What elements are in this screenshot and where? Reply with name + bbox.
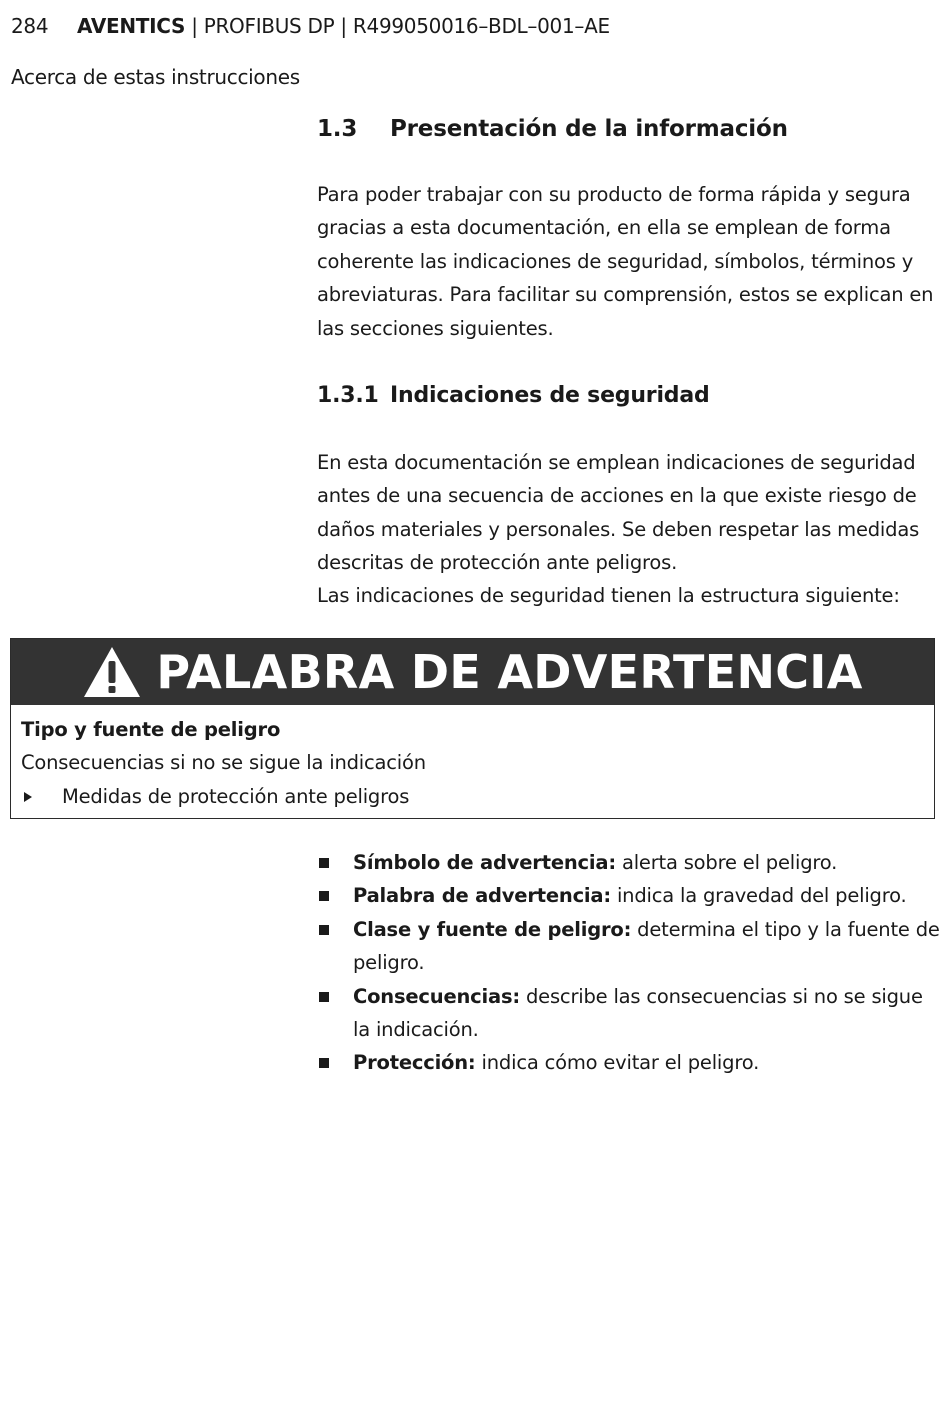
legend-description: alerta sobre el peligro. [615, 851, 838, 874]
section-number: 1.3 [317, 116, 358, 142]
running-header [11, 12, 610, 40]
hazard-consequences: Consecuencias si no se sigue la indicación [21, 751, 426, 775]
warning-body [11, 705, 934, 813]
brand-name: AVENTICS [77, 14, 186, 38]
list-item [317, 913, 942, 980]
bullet-square-icon [319, 925, 329, 935]
signal-word: PALABRA DE ADVERTENCIA [156, 645, 863, 699]
legend-term: Símbolo de advertencia: [353, 851, 616, 874]
section-heading-1-3 [317, 113, 788, 145]
warning-box-example [10, 638, 935, 819]
protection-measure [21, 780, 934, 813]
legend-description: indica cómo evitar el peligro. [475, 1051, 760, 1075]
legend-description: describe las consecuencias si no se sigue la indicación. [353, 984, 923, 1042]
section-heading-1-3-1 [317, 380, 710, 412]
document-identifier: | PROFIBUS DP | R499050016–BDL–001–AE [185, 14, 610, 38]
bullet-square-icon [319, 992, 329, 1002]
legend-term: Protección: [353, 1051, 476, 1075]
list-item [317, 1046, 942, 1079]
bullet-square-icon [319, 891, 329, 901]
subsection-number: 1.3.1 [317, 383, 379, 408]
section-1-3-1-paragraph: En esta documentación se emplean indicaciones de seguridad antes de una secuencia de acciones en la que existe riesgo de daños materiales y personales. Se deben respetar las medidas descritas de protección ante peligros. [317, 451, 920, 575]
list-item [317, 879, 942, 912]
arrow-right-icon [24, 792, 32, 802]
chapter-label: Acerca de estas instrucciones [11, 65, 300, 89]
subsection-title: Indicaciones de seguridad [390, 383, 710, 408]
legend-term: Clase y fuente de peligro: [353, 917, 632, 941]
protection-measure-text: Medidas de protección ante peligros [62, 784, 410, 808]
legend-description: indica la gravedad del peligro. [610, 884, 907, 908]
section-title: Presentación de la información [390, 116, 788, 142]
list-item [317, 846, 942, 879]
warning-structure-legend [317, 846, 942, 1080]
structure-intro: Las indicaciones de seguridad tienen la estructura siguiente: [317, 584, 900, 607]
legend-term: Consecuencias: [353, 984, 520, 1008]
page-number: 284 [11, 14, 49, 38]
warning-triangle-icon [82, 645, 142, 699]
legend-term: Palabra de advertencia: [353, 884, 611, 908]
list-item [317, 980, 942, 1047]
bullet-square-icon [319, 858, 329, 868]
bullet-square-icon [319, 1058, 329, 1068]
legend-description: determina el tipo y la fuente de peligro. [353, 917, 940, 975]
hazard-type: Tipo y fuente de peligro [21, 718, 281, 741]
warning-banner [11, 639, 934, 705]
section-1-3-paragraph: Para poder trabajar con su producto de forma rápida y segura gracias a esta documentación, en ella se emplean de forma coherente las indicaciones de seguridad, símbolos, términos y abreviaturas. Para facilitar su comprensión, estos se explican en las secciones siguientes. [317, 183, 934, 340]
